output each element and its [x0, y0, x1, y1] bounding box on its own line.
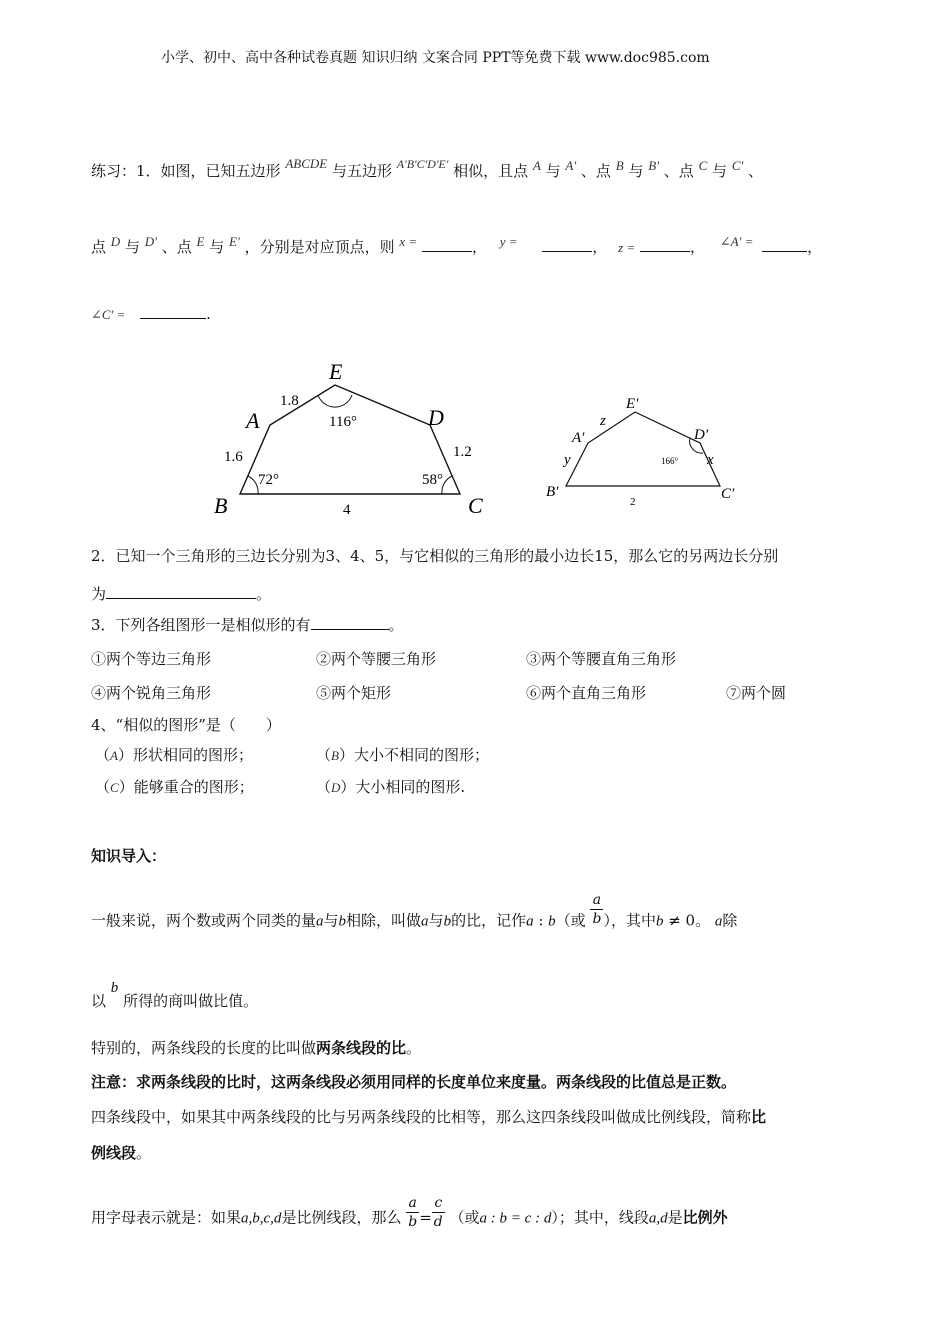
answer-blank-angle-c[interactable]	[140, 304, 206, 319]
k-p6-ad: a,d	[648, 1210, 668, 1227]
question-3: 3．下列各组图形一是相似形的有 。	[91, 616, 404, 634]
q1-then: ，分别是对应顶点，则	[244, 238, 395, 256]
label-e-prime: E′	[626, 396, 639, 412]
knowledge-heading: 知识导入：	[91, 847, 167, 865]
k-p1-e: （或	[555, 911, 586, 930]
q3-option-4: ④两个锐角三角形	[91, 684, 212, 702]
k-p6-a: 用字母表示就是：如果	[91, 1208, 242, 1227]
q1-yu-5: 与	[209, 238, 225, 256]
k-p6-f: 比例外	[682, 1208, 728, 1227]
q1-yu-4: 与	[124, 238, 140, 256]
q4-text-a: 形状相同的图形；	[132, 746, 253, 764]
k-p2-a: 以	[91, 992, 107, 1010]
k-p3-c: 。	[406, 1039, 422, 1057]
label-a-prime: A′	[572, 430, 585, 446]
k-p1-c: 相除，叫做	[346, 911, 422, 930]
k-p6-b: 是比例线段，那么	[281, 1208, 402, 1227]
k-p1-b: 与	[323, 911, 339, 930]
angle-c-value: 58°	[422, 472, 443, 488]
answer-blank-x[interactable]	[422, 237, 472, 252]
q4-letter-c: C	[110, 780, 119, 795]
length-ab: 1.6	[224, 449, 243, 465]
q4-option-c[interactable]: （C）能够重合的图形；	[95, 778, 254, 796]
label-c: C	[468, 493, 483, 518]
point-a: A	[532, 158, 541, 173]
question-1-line-2: 点 D 与 D' 、点 E 与 E' ，分别是对应顶点，则 x = ， y = ， z = ， ∠A' = ，	[91, 234, 823, 256]
angle-arc-b	[248, 476, 258, 494]
angle-c-prime-eq: ∠C' =	[91, 307, 126, 322]
label-y: y	[564, 452, 571, 468]
k-p6-e: 是	[667, 1208, 683, 1227]
answer-blank-z[interactable]	[640, 237, 690, 252]
knowledge-note: 注意：求两条线段的比时，这两条线段必须用同样的长度单位来度量。两条线段的比值总是正数。	[91, 1073, 737, 1091]
length-bc: 4	[343, 502, 351, 518]
point-e: E	[196, 234, 205, 249]
angle-d-prime-value: 166°	[661, 456, 679, 466]
knowledge-paragraph-3	[91, 1037, 421, 1058]
point-c: C	[698, 158, 708, 173]
q1-yu-3: 与	[712, 162, 728, 180]
q3-option-7: ⑦两个圆	[726, 684, 787, 702]
point-b-prime: B'	[648, 158, 659, 173]
q1-intro: 练习：1．如图，已知五边形	[91, 162, 281, 180]
q1-text-similar: 相似，且点	[453, 162, 529, 180]
length-b-prime-c-prime: 2	[630, 496, 636, 508]
k-p1-g: 。	[695, 911, 711, 930]
k-p6-c: （或	[449, 1208, 480, 1227]
k-p1-f: ），其中	[603, 911, 656, 930]
z-eq: z =	[618, 240, 636, 255]
knowledge-paragraph-6: 用字母表示就是：如果a,b,c,d是比例线段，那么 $\frac{a}{b}$ = $\frac{c}{d}$ （或a : b = c : d）；其中，线段a,d是比例外	[91, 1195, 728, 1230]
point-e-prime: E'	[229, 234, 240, 249]
q4-option-d[interactable]: （D）大小相同的图形.	[316, 778, 466, 796]
angle-arc-e	[318, 395, 352, 407]
q1-dian-c: 、点	[663, 162, 694, 180]
knowledge-paragraph-1: 一般来说，两个数或两个同类的量a与b相除，叫做a与b的比，记作a : b（或 $\frac{a}{b}$ ），其中b ≠ 0。 a除	[91, 892, 738, 930]
fraction-a-over-b-2: $\frac{a}{b}$	[408, 1195, 418, 1230]
knowledge-paragraph-5	[91, 1142, 151, 1163]
q4-letter-a: A	[110, 748, 118, 763]
k-p1-h: 除	[722, 911, 738, 930]
length-ea: 1.8	[280, 393, 299, 409]
question-2-line-1: 2．已知一个三角形的三边长分别为3、4、5，与它相似的三角形的最小边长15，那么它的另两边长分别	[91, 547, 779, 565]
angle-e-value: 116°	[329, 414, 357, 430]
k-p3-b: 两条线段的比	[316, 1039, 407, 1057]
y-eq: y =	[499, 234, 518, 249]
q3-option-5: ⑤两个矩形	[316, 684, 392, 702]
q1-yu-2: 与	[628, 162, 644, 180]
q1-dian-d: 点	[91, 238, 107, 256]
k-p6-d: ）；其中，线段	[551, 1208, 649, 1227]
q1-dian-b: 、点	[580, 162, 611, 180]
label-c-prime: C′	[721, 486, 735, 502]
label-z: z	[600, 413, 606, 429]
label-x: x	[707, 452, 714, 468]
fraction-c-over-d: $\frac{c}{d}$	[433, 1195, 443, 1230]
page-header: 小学、初中、高中各种试卷真题 知识归纳 文案合同 PPT等免费下载 www.doc985.com	[161, 50, 710, 66]
question-1-line-3: ∠C' = .	[91, 305, 211, 323]
pentagon-prime-shape	[566, 412, 720, 486]
k-p2-b: 所得的商叫做比值。	[123, 992, 259, 1010]
q3-option-2: ②两个等腰三角形	[316, 650, 437, 668]
question-4: 4、“相似的图形”是（ ）	[91, 716, 281, 734]
point-b: B	[615, 158, 624, 173]
label-b: B	[214, 493, 228, 518]
answer-blank-q2[interactable]	[106, 584, 256, 599]
answer-blank-q3[interactable]	[311, 615, 389, 630]
pentagon-prime: A'B'C'D'E'	[396, 157, 449, 171]
q4-text-d: 大小相同的图形.	[355, 778, 466, 796]
label-b-prime: B′	[546, 484, 559, 500]
question-1-line-1	[91, 156, 764, 181]
answer-blank-angle-a[interactable]	[762, 237, 807, 252]
q3-option-3: ③两个等腰直角三角形	[526, 650, 677, 668]
q1-dian-e: 、点	[161, 238, 192, 256]
k-p6-vars: a,b,c,d	[241, 1210, 282, 1227]
answer-blank-y[interactable]	[542, 237, 592, 252]
q4-text-b: 大小不相同的图形；	[353, 746, 489, 764]
q3-text: 3．下列各组图形一是相似形的有	[91, 616, 311, 634]
point-d: D	[110, 234, 121, 249]
question-2-line-2: 为 。	[91, 585, 272, 603]
point-d-prime: D'	[144, 234, 157, 249]
angle-a-prime-eq: ∠A' =	[719, 234, 754, 249]
label-a: A	[246, 408, 260, 433]
label-d: D	[428, 405, 444, 430]
point-a-prime: A'	[565, 158, 577, 173]
k-p6-ratio: a : b = c : d	[479, 1210, 552, 1227]
q4-option-b[interactable]: （B）大小不相同的图形；	[316, 746, 489, 764]
k-p5-end: 。	[136, 1144, 152, 1162]
q4-text-c: 能够重合的图形；	[133, 778, 254, 796]
k-p4-b: 比	[751, 1108, 767, 1126]
length-dc: 1.2	[453, 444, 472, 460]
q4-letter-d: D	[331, 780, 341, 795]
label-d-prime: D′	[694, 427, 709, 443]
q3-option-1: ①两个等边三角形	[91, 650, 212, 668]
fraction-a-over-b: $\frac{a}{b}$	[592, 892, 602, 927]
knowledge-paragraph-4	[91, 1106, 766, 1127]
k-p1-b2: 与	[428, 911, 444, 930]
k-p3-a: 特别的，两条线段的长度的比叫做	[91, 1039, 317, 1057]
q4-option-a[interactable]: （A）形状相同的图形；	[95, 746, 253, 764]
q2-wei: 为	[91, 585, 107, 603]
q1-yu-1: 与	[545, 162, 561, 180]
k-p5: 例线段	[91, 1144, 137, 1162]
pentagon-abcde: ABCDE	[285, 156, 328, 171]
q4-letter-b: B	[331, 748, 339, 763]
angle-b-value: 72°	[258, 472, 279, 488]
q1-end-1: 、	[748, 162, 764, 180]
k-p4-a: 四条线段中，如果其中两条线段的比与另两条线段的比相等，那么这四条线段叫做成比例线段，简称	[91, 1108, 752, 1126]
point-c-prime: C'	[731, 158, 744, 173]
label-e: E	[329, 359, 343, 384]
k-p1-a: 一般来说，两个数或两个同类的量	[91, 911, 317, 930]
q3-option-6: ⑥两个直角三角形	[526, 684, 647, 702]
angle-arc-c	[442, 476, 452, 494]
knowledge-paragraph-2: 以 b 所得的商叫做比值。	[91, 980, 259, 1010]
pentagon-figures	[200, 355, 760, 525]
x-eq: x =	[399, 234, 418, 249]
q1-text-yu-pentagon: 与五边形	[332, 162, 393, 180]
k-p1-d: 的比，记作	[451, 911, 527, 930]
